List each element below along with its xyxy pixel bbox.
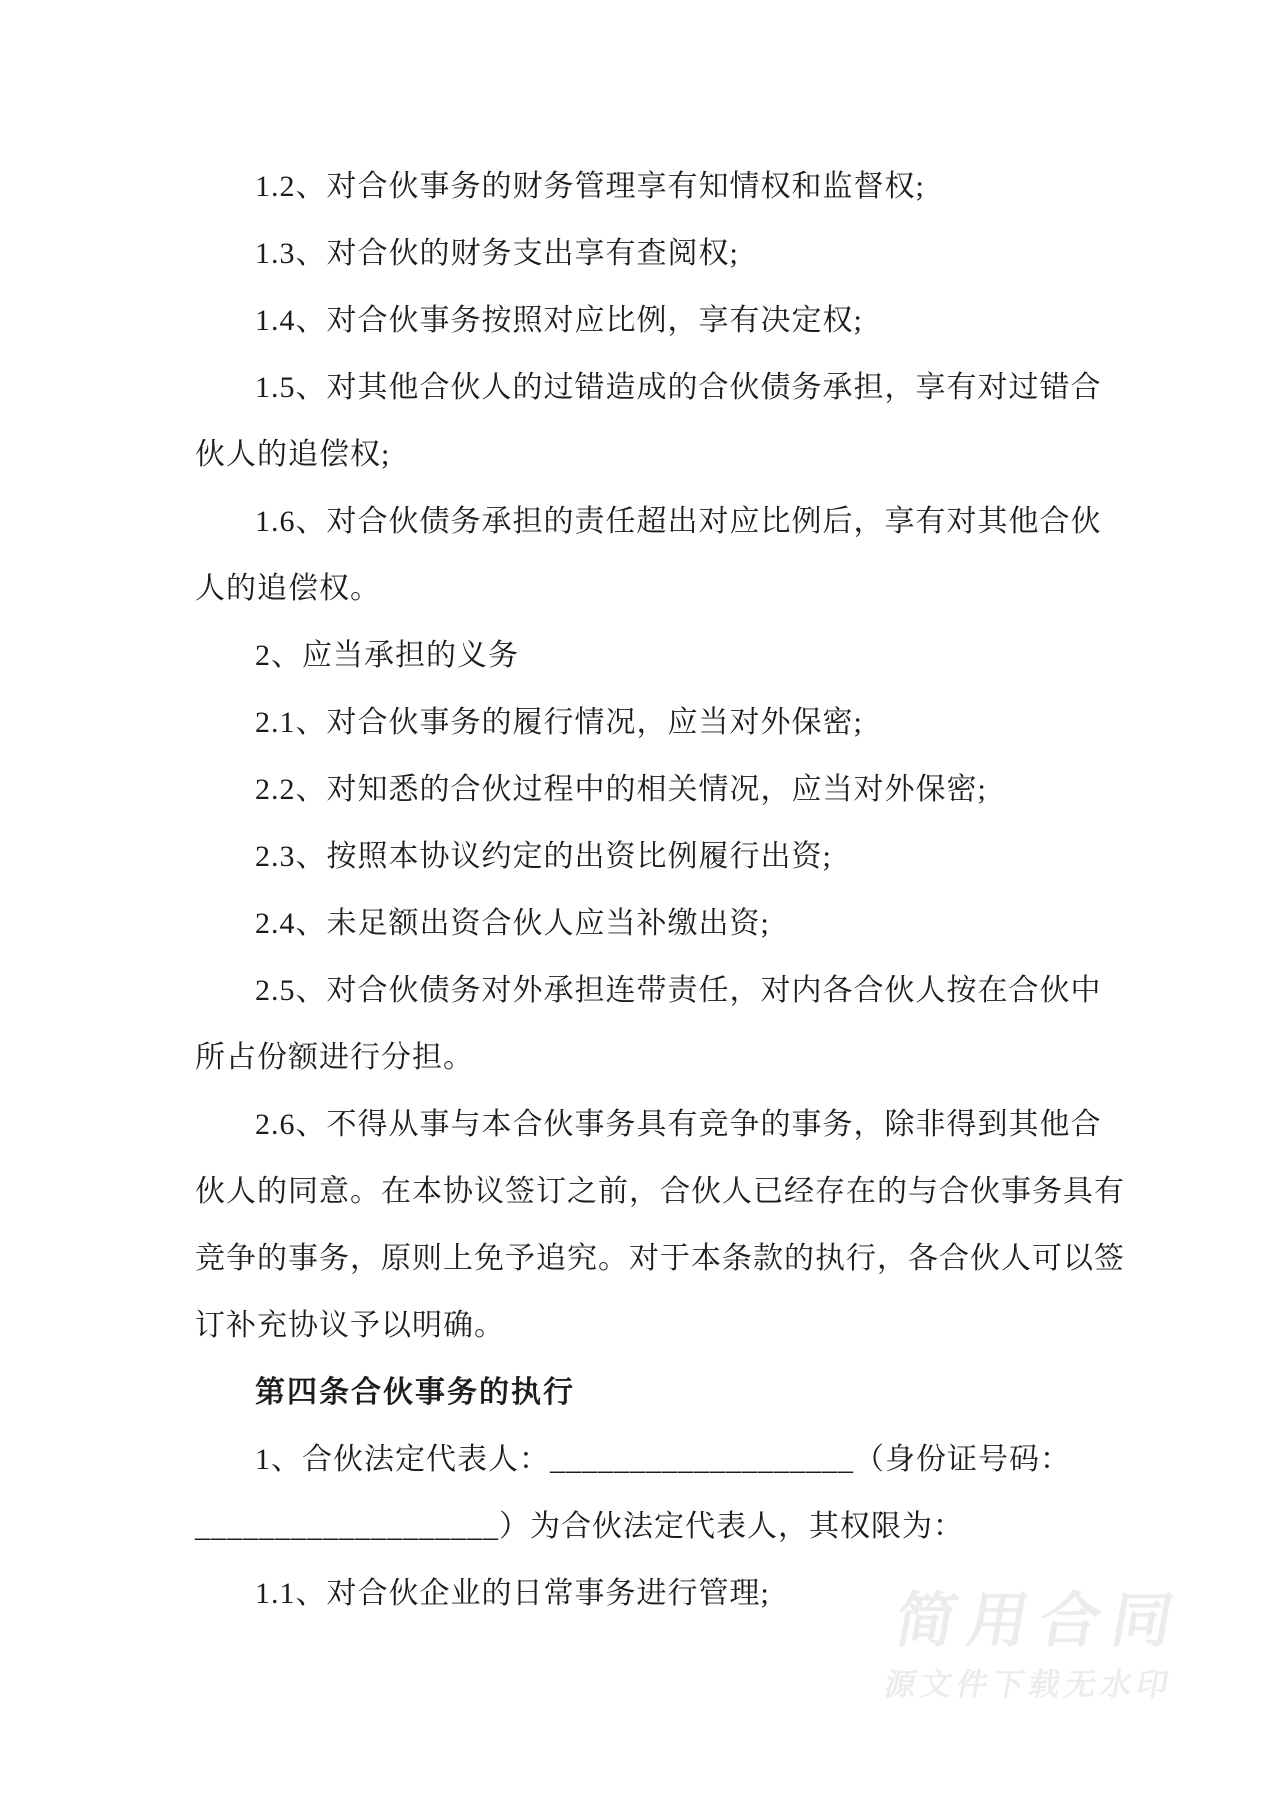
- document-line: ___________________）为合伙法定代表人，其权限为：: [195, 1510, 964, 1543]
- document-line: 2.6、不得从事与本合伙事务具有竞争的事务，除非得到其他合: [255, 1108, 1102, 1141]
- paragraph: [195, 756, 1095, 823]
- document-line: 1.2、对合伙事务的财务管理享有知情权和监督权;: [255, 170, 925, 203]
- paragraph: [195, 220, 1095, 287]
- document-line: 人的追偿权。: [195, 572, 381, 605]
- document-line: 所占份额进行分担。: [195, 1041, 474, 1074]
- document-line: 2.4、未足额出资合伙人应当补缴出资;: [255, 907, 770, 940]
- document-content: [195, 153, 1125, 1627]
- paragraph: [195, 957, 1102, 1091]
- watermark-title: 简用合同: [890, 1587, 1191, 1654]
- paragraph: [195, 354, 1102, 488]
- document-line: 竞争的事务，原则上免予追究。对于本条款的执行，各合伙人可以签: [195, 1242, 1125, 1275]
- paragraph: [195, 622, 1095, 689]
- document-line: 2.1、对合伙事务的履行情况，应当对外保密;: [255, 706, 863, 739]
- document-line: 2.5、对合伙债务对外承担连带责任，对内各合伙人按在合伙中: [255, 974, 1102, 1007]
- paragraph: [195, 1426, 1095, 1560]
- document-line: 伙人的同意。在本协议签订之前，合伙人已经存在的与合伙事务具有: [195, 1175, 1125, 1208]
- paragraph: [195, 823, 1095, 890]
- paragraph: [195, 153, 1095, 220]
- document-line: 2.2、对知悉的合伙过程中的相关情况，应当对外保密;: [255, 773, 987, 806]
- document-line: 1、合伙法定代表人：___________________（身份证号码：: [255, 1443, 1071, 1476]
- paragraph: [195, 689, 1095, 756]
- paragraph: [195, 890, 1095, 957]
- document-line: 2、应当承担的义务: [255, 639, 519, 672]
- document-line: 1.3、对合伙的财务支出享有查阅权;: [255, 237, 739, 270]
- document-line: 1.1、对合伙企业的日常事务进行管理;: [255, 1577, 770, 1610]
- document-line: 2.3、按照本协议约定的出资比例履行出资;: [255, 840, 832, 873]
- paragraph: [195, 1091, 1125, 1359]
- document-line: 伙人的追偿权;: [195, 438, 391, 471]
- section-heading: [195, 1359, 1095, 1426]
- document-line: 1.4、对合伙事务按照对应比例，享有决定权;: [255, 304, 863, 337]
- watermark: [882, 1588, 1190, 1702]
- paragraph: [195, 287, 1095, 354]
- watermark-subtitle: 源文件下载无水印: [881, 1667, 1177, 1702]
- document-line: 第四条合伙事务的执行: [255, 1376, 575, 1409]
- paragraph: [195, 488, 1102, 622]
- document-line: 1.5、对其他合伙人的过错造成的合伙债务承担，享有对过错合: [255, 371, 1102, 404]
- document-line: 订补充协议予以明确。: [195, 1309, 505, 1342]
- document-line: 1.6、对合伙债务承担的责任超出对应比例后，享有对其他合伙: [255, 505, 1102, 538]
